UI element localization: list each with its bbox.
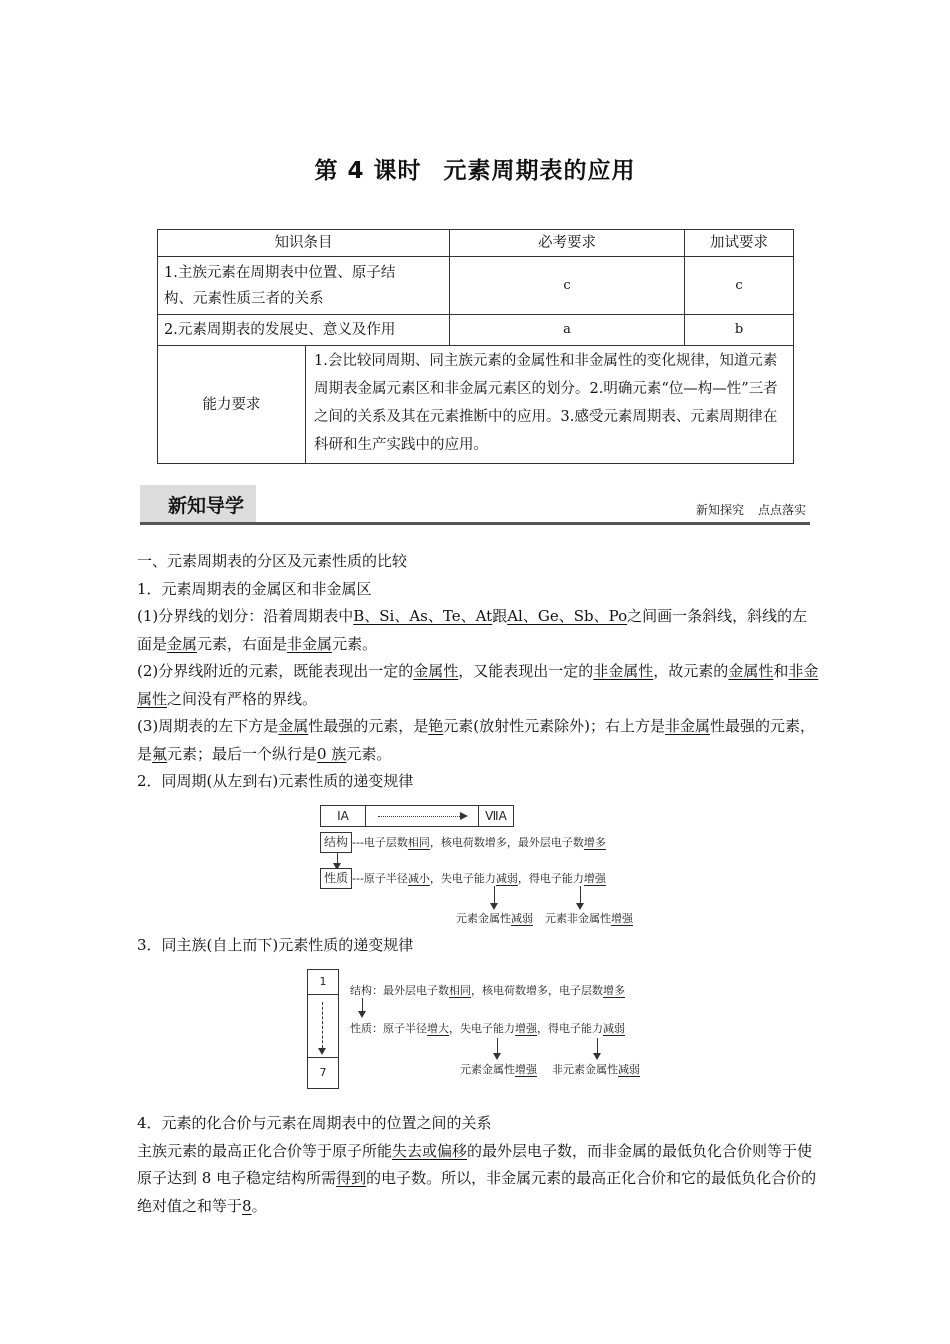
property-box: 性质 <box>320 868 352 889</box>
answer-15: 得到 <box>336 1169 367 1187</box>
answer-7: 金属性 <box>728 662 774 680</box>
answer-12: 氟 <box>152 744 168 763</box>
row2-must: a <box>450 315 685 346</box>
structure-text: ---电子层数相同，核电荷数增多，最外层电子数增多 <box>352 836 606 849</box>
answer-13: 0 族 <box>317 744 347 763</box>
answer-5: 金属性 <box>413 662 459 680</box>
answer-11: 非金属 <box>665 717 711 735</box>
answer-1: B、Si、As、Te、At <box>353 607 493 625</box>
section-heading: 一、元素周期表的分区及元素性质的比较 <box>137 552 408 570</box>
row1-item <box>158 257 450 315</box>
answer-14: 失去或偏移 <box>392 1141 468 1160</box>
row2-item: 2.元素周期表的发展史、意义及作用 <box>158 315 450 346</box>
group-7a-box: ⅦA <box>478 805 514 827</box>
section-banner <box>140 485 810 525</box>
paragraph-2: (2)分界线附近的元素，既能表现出一定的金属性，又能表现出一定的非金属性，故元素的金属性和非金属性之间没有严格的界线。 <box>137 662 819 708</box>
answer-9: 金属 <box>278 717 309 735</box>
spacer-diagram1 <box>137 796 819 932</box>
table-header-row <box>158 230 794 257</box>
banner-subtitle <box>682 501 806 518</box>
paragraph-1: (1)分界线的划分：沿着周期表中B、Si、As、Te、At跟Al、Ge、Sb、Po之间画一条斜线，斜线的左面是金属元素，右面是非金属元素。 <box>137 607 808 653</box>
lesson-title: 元素周期表的应用 <box>443 158 636 184</box>
table-row <box>158 315 794 346</box>
row1-item-line1: 1.主族元素在周期表中位置、原子结 <box>164 264 396 281</box>
metal-result: 元素金属性增强 <box>460 1063 537 1076</box>
ability-row <box>158 346 794 464</box>
paragraph-4: 主族元素的最高正化合价等于原子所能失去或偏移的最外层电子数，而非金属的最低负化合价则等于使原子达到 8 电子稳定结构所需得到的电子数。所以，非金属元素的最高正化合价和它的最低负化合价的绝对值之和等于8。 <box>137 1141 817 1215</box>
page-title <box>0 152 950 185</box>
answer-6: 非金属性 <box>593 662 654 680</box>
spacer-diagram2 <box>137 959 819 1110</box>
header-extra: 加试要求 <box>685 230 794 257</box>
answer-10: 铯 <box>428 717 444 735</box>
header-item: 知识条目 <box>158 230 450 257</box>
structure-text: 结构：最外层电子数相同，核电荷数增多，电子层数增多 <box>350 984 625 997</box>
row1-must: c <box>450 257 685 315</box>
row1-item-line2: 构、元素性质三者的关系 <box>164 290 324 307</box>
metal-result: 元素金属性减弱 <box>456 912 533 925</box>
ability-label: 能力要求 <box>158 346 306 464</box>
requirements-table <box>157 229 794 464</box>
header-must: 必考要求 <box>450 230 685 257</box>
banner-divider <box>140 522 810 525</box>
answer-4: 非金属 <box>287 634 333 653</box>
period-7-cell: 7 <box>308 1057 338 1088</box>
paragraph-3: (3)周期表的左下方是金属性最强的元素，是铯元素(放射性元素除外)；右上方是非金属性最强的元素，是氟元素；最后一个纵行是0 族元素。 <box>137 717 816 763</box>
property-text: ---原子半径减小，失电子能力减弱，得电子能力增强 <box>352 872 606 885</box>
subheading-4: 4．元素的化合价与元素在周期表中的位置之间的关系 <box>137 1114 492 1132</box>
subheading-3: 3．同主族(自上而下)元素性质的递变规律 <box>137 935 414 954</box>
period-1-cell: 1 <box>308 970 338 995</box>
answer-16: 8 <box>242 1196 252 1215</box>
lesson-number: 第 4 课时 <box>314 158 422 184</box>
answer-2: Al、Ge、Sb、Po <box>507 607 628 625</box>
ability-text: 1.会比较同周期、同主族元素的金属性和非金属性的变化规律，知道元素周期表金属元素区和非金属元素区的划分。2.明确元素“位—构—性”三者之间的关系及其在元素推断中的应用。3.感受元素周期表、元素周期律在科研和生产实践中的应用。 <box>306 346 794 464</box>
content-body <box>137 548 819 1220</box>
subheading-2: 2．同周期(从左到右)元素性质的递变规律 <box>137 772 414 790</box>
banner-sub1: 新知探究 <box>695 503 744 517</box>
answer-3: 金属 <box>167 634 198 653</box>
subheading-1: 1．元素周期表的金属区和非金属区 <box>137 579 372 598</box>
nonmetal-result: 元素非金属性增强 <box>545 912 633 925</box>
row1-extra: c <box>685 257 794 315</box>
group-1a-box: ⅠA <box>320 805 366 827</box>
row2-extra: b <box>685 315 794 346</box>
banner-sub2: 点点落实 <box>757 503 806 517</box>
property-text: 性质：原子半径增大，失电子能力增强，得电子能力减弱 <box>350 1022 625 1035</box>
nonmetal-result: 非元素金属性减弱 <box>552 1063 640 1076</box>
table-row <box>158 257 794 315</box>
answer-8: 非金属性 <box>137 662 819 708</box>
banner-title: 新知导学 <box>168 495 245 517</box>
structure-box: 结构 <box>320 832 352 853</box>
